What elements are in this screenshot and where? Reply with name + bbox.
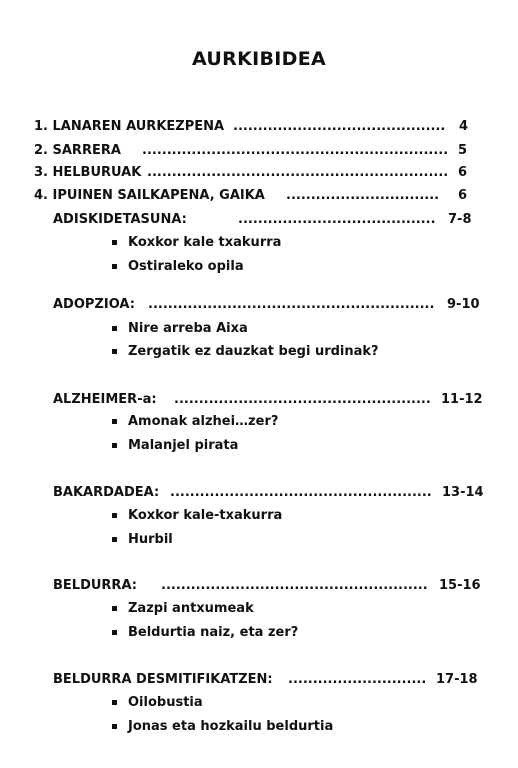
bullet-icon: [112, 606, 117, 611]
bullet-icon: [112, 326, 117, 331]
section-leader: ....................................................: [174, 392, 431, 407]
section-label: BELDURRA DESMITIFIKATZEN:: [53, 672, 273, 687]
toc-entry-leader: ..............................................................: [142, 143, 449, 158]
section-pages: 9-10: [447, 297, 480, 312]
section-pages: 13-14: [442, 485, 484, 500]
bullet-icon: [112, 513, 117, 518]
section-pages: 17-18: [436, 672, 478, 687]
section-label: BELDURRA:: [53, 578, 137, 593]
story-title: Beldurtia naiz, eta zer?: [128, 625, 299, 640]
toc-entry-page: 5: [458, 143, 468, 158]
story-title: Jonas eta hozkailu beldurtia: [128, 719, 334, 734]
bullet-icon: [112, 724, 117, 729]
page-title: AURKIBIDEA: [192, 48, 326, 70]
bullet-icon: [112, 537, 117, 542]
story-title: Oilobustia: [128, 695, 203, 710]
toc-entry-label: 3. HELBURUAK: [34, 165, 142, 180]
bullet-icon: [112, 240, 117, 245]
story-title: Hurbil: [128, 532, 173, 547]
story-title: Amonak alzhei…zer?: [128, 414, 279, 429]
section-leader: ..........................................................: [148, 297, 435, 312]
section-label: ALZHEIMER-a:: [53, 392, 157, 407]
story-title: Zazpi antxumeak: [128, 601, 254, 616]
bullet-icon: [112, 419, 117, 424]
bullet-icon: [112, 349, 117, 354]
section-leader: ........................................: [238, 212, 436, 227]
section-pages: 15-16: [439, 578, 481, 593]
story-title: Nire arreba Aixa: [128, 321, 248, 336]
toc-entry-page: 6: [458, 165, 468, 180]
section-label: ADISKIDETASUNA:: [53, 212, 187, 227]
story-title: Ostiraleko opila: [128, 259, 244, 274]
section-leader: .....................................................: [170, 485, 432, 500]
bullet-icon: [112, 630, 117, 635]
section-leader: ............................: [288, 672, 427, 687]
toc-entry-leader: ...........................................: [233, 119, 446, 134]
toc-entry-label: 4. IPUINEN SAILKAPENA, GAIKA: [34, 188, 265, 203]
section-pages: 7-8: [448, 212, 472, 227]
toc-entry-label: 1. LANAREN AURKEZPENA: [34, 119, 225, 134]
toc-entry-page: 6: [458, 188, 468, 203]
section-label: BAKARDADEA:: [53, 485, 160, 500]
bullet-icon: [112, 700, 117, 705]
story-title: Koxkor kale-txakurra: [128, 508, 283, 523]
story-title: Koxkor kale txakurra: [128, 235, 282, 250]
toc-entry-leader: ...............................: [286, 188, 440, 203]
toc-entry-label: 2. SARRERA: [34, 143, 121, 158]
toc-entry-leader: .............................................................: [147, 165, 449, 180]
toc-entry-page: 4: [459, 119, 469, 134]
section-leader: ......................................................: [161, 578, 428, 593]
bullet-icon: [112, 443, 117, 448]
section-pages: 11-12: [441, 392, 483, 407]
bullet-icon: [112, 264, 117, 269]
story-title: Malanjel pirata: [128, 438, 239, 453]
story-title: Zergatik ez dauzkat begi urdinak?: [128, 344, 379, 359]
section-label: ADOPZIOA:: [53, 297, 135, 312]
